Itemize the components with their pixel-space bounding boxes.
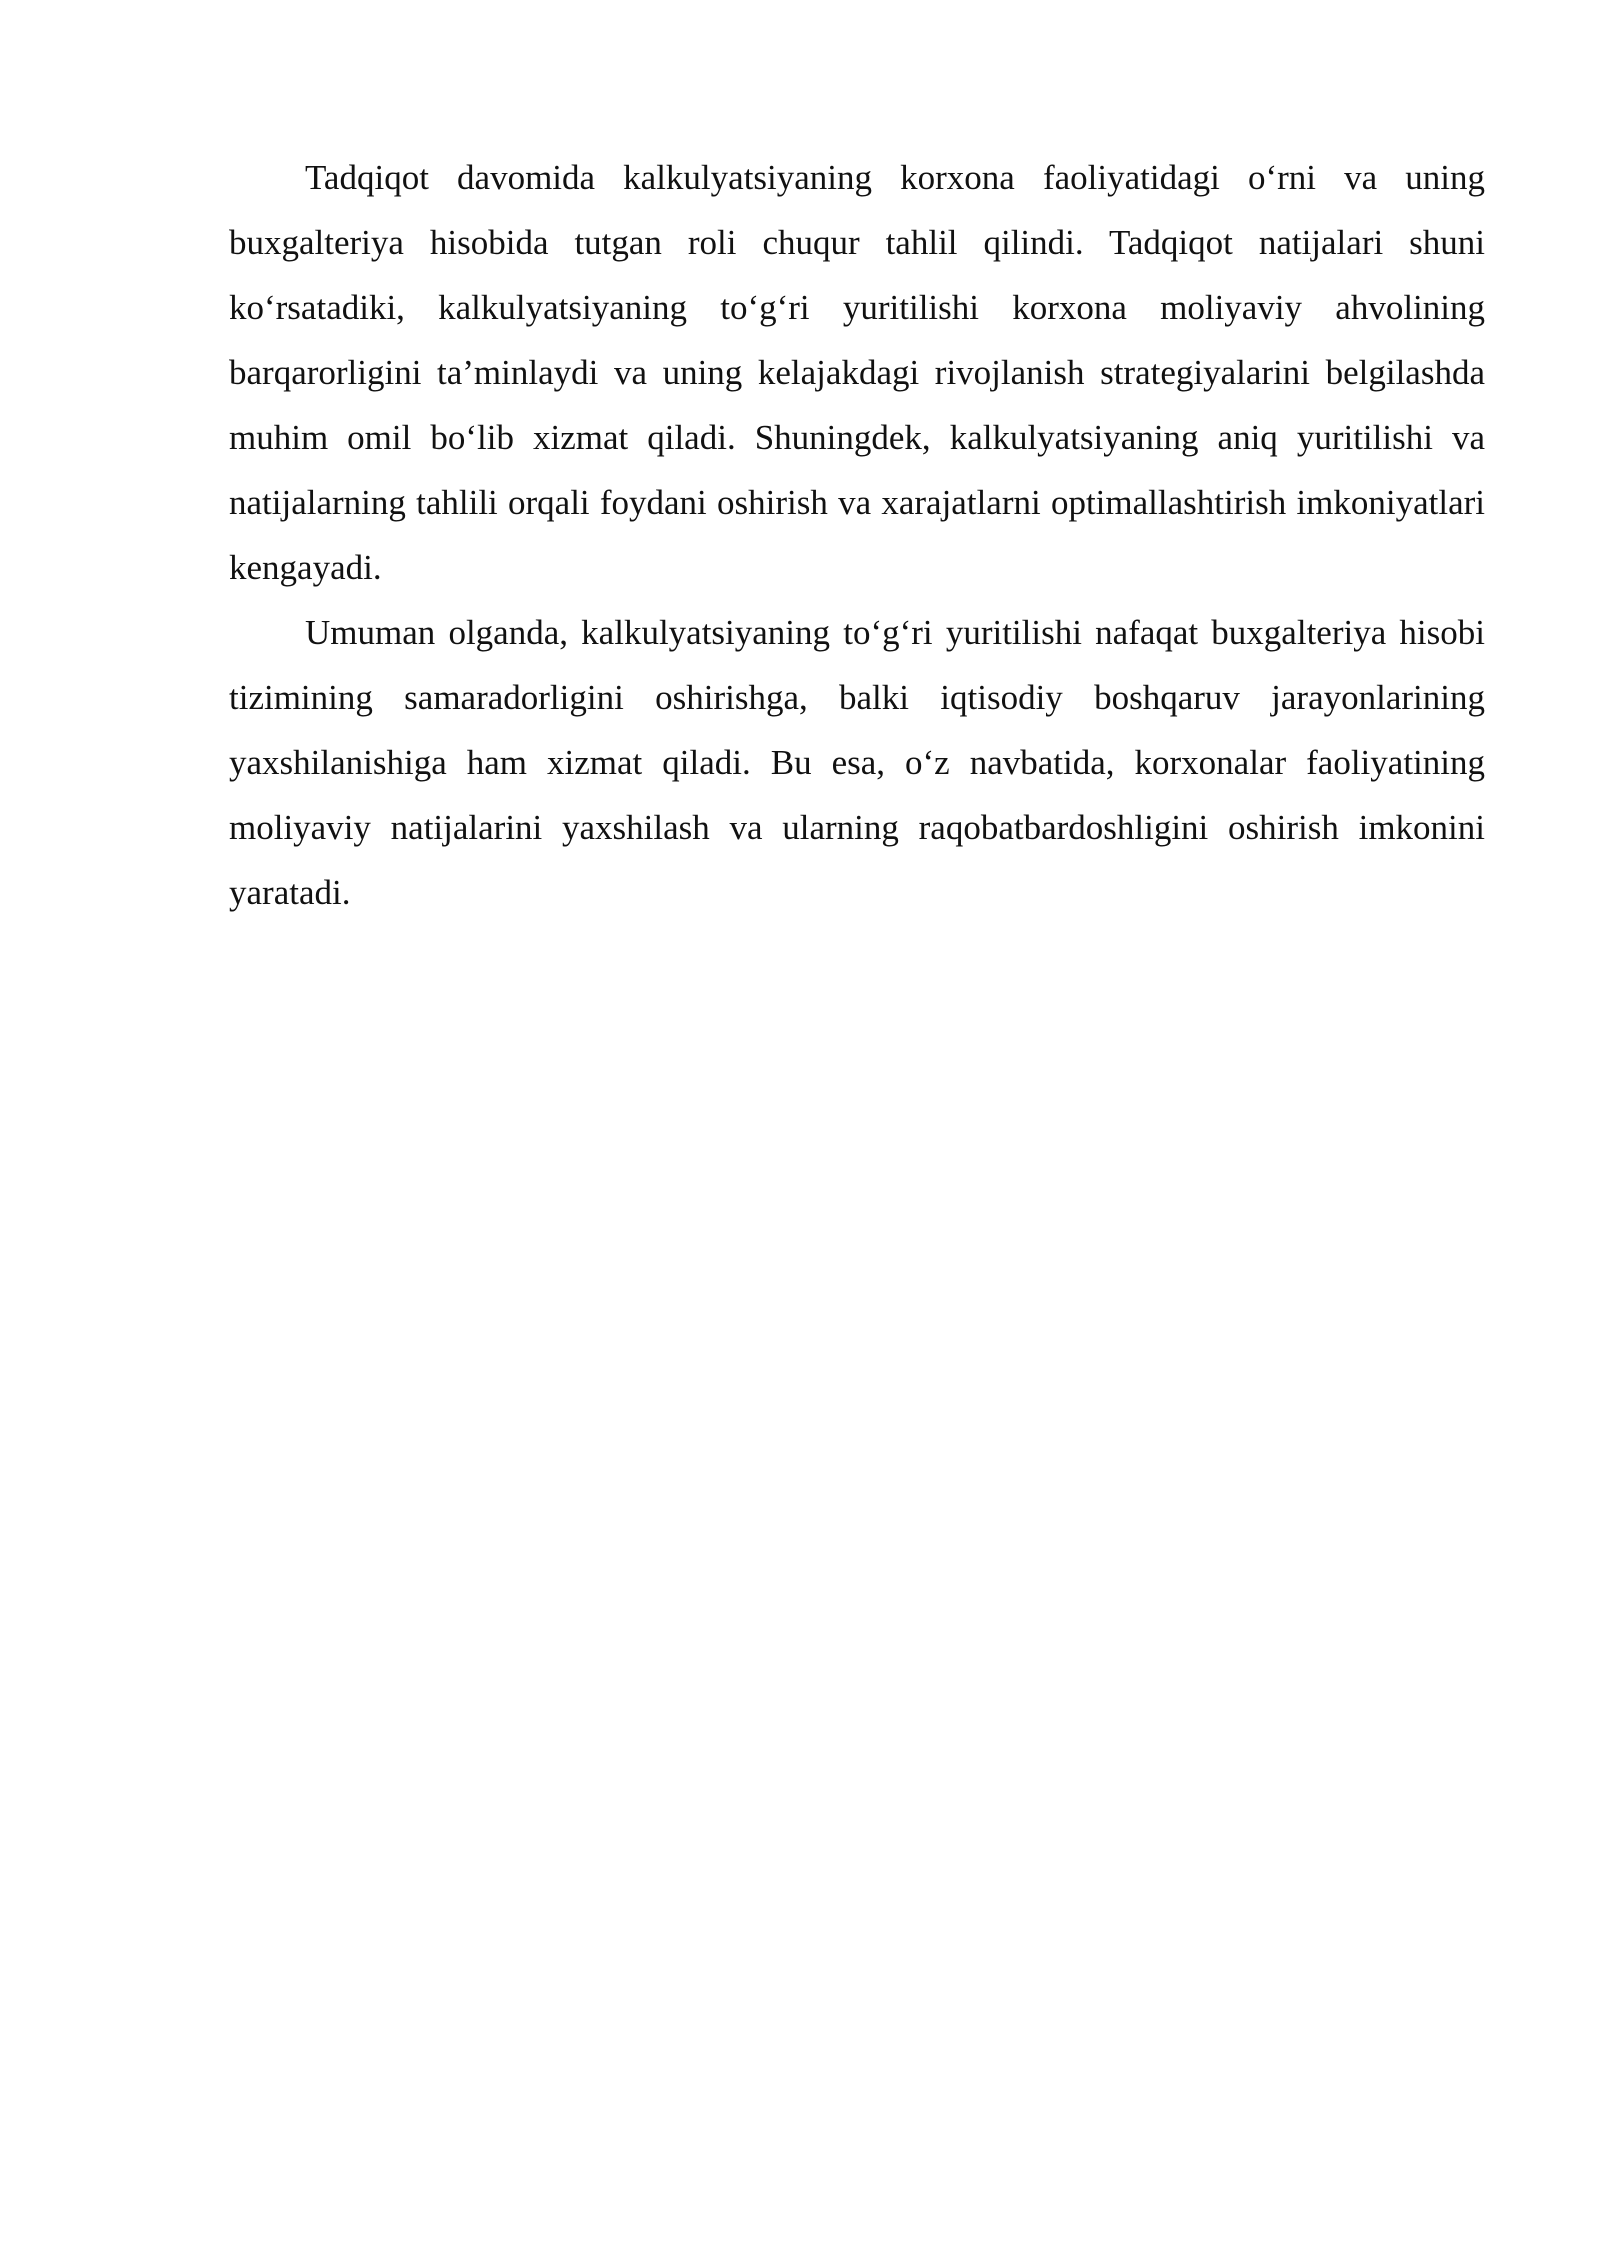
- paragraph-2: Umuman olganda, kalkulyatsiyaning to‘g‘ri yuritilishi nafaqat buxgalteriya hisobi tizimining samaradorligini oshirishga, balki iqtisodiy boshqaruv jarayonlarining yaxshilanishiga ham xizmat qiladi. Bu esa, o‘z navbatida, korxonalar faoliyatining moliyaviy natijalarini yaxshilash va ularning raqobatbardoshligini oshirish imkonini yaratadi.: [229, 613, 1485, 912]
- document-body: [229, 145, 1485, 925]
- paragraph-1: Tadqiqot davomida kalkulyatsiyaning korxona faoliyatidagi o‘rni va uning buxgalteriya hisobida tutgan roli chuqur tahlil qilindi. Tadqiqot natijalari shuni ko‘rsatadiki, kalkulyatsiyaning to‘g‘ri yuritilishi korxona moliyaviy ahvolining barqarorligini ta’minlaydi va uning kelajakdagi rivojlanish strategiyalarini belgilashda muhim omil bo‘lib xizmat qiladi. Shuningdek, kalkulyatsiyaning aniq yuritilishi va natijalarning tahlili orqali foydani oshirish va xarajatlarni optimallashtirish imkoniyatlari kengayadi.: [229, 158, 1485, 587]
